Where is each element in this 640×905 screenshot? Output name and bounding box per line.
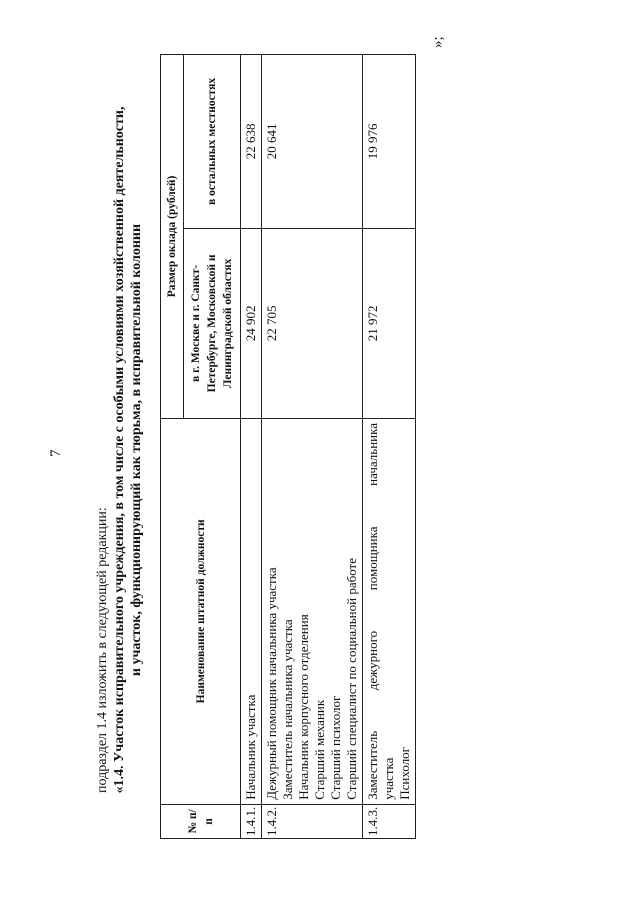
position-name: Старший психолог xyxy=(328,695,343,800)
salary-table xyxy=(160,54,416,839)
table-row xyxy=(262,55,363,839)
position-name: Психолог xyxy=(397,746,412,800)
position-name: Старший механик xyxy=(312,699,327,800)
row-number: 1.4.3. xyxy=(363,804,416,838)
position-cell xyxy=(262,418,363,804)
position-name: Заместитель начальника участка xyxy=(280,619,295,800)
header-number: № п/п xyxy=(161,804,241,838)
intro-text: подраздел 1.4 изложить в следующей редакции: xyxy=(95,507,110,793)
salary-moscow: 21 972 xyxy=(363,228,416,418)
table-row xyxy=(363,55,416,839)
header-salary: Размер оклада (рублей) xyxy=(161,55,184,419)
salary-other: 19 976 xyxy=(363,55,416,229)
section-heading-line-1: «1.4. Участок исправительного учреждения, в том числе с особыми условиями хозяйственной деятельности, xyxy=(112,106,127,794)
section-heading-line-2: и участок, функционирующий как тюрьма, в исправительной колонии xyxy=(129,223,144,677)
position-name: Дежурный помощник начальника участка xyxy=(264,567,279,800)
position-cell xyxy=(241,418,262,804)
salary-other: 20 641 xyxy=(262,55,363,229)
page-number: 7 xyxy=(48,449,64,457)
table-row xyxy=(241,55,262,839)
header-moscow: в г. Москве и г. Санкт-Петербурге, Московской и Ленинградской областях xyxy=(184,228,241,418)
table-header-row xyxy=(161,55,184,839)
position-cell xyxy=(363,418,416,804)
salary-other: 22 638 xyxy=(241,55,262,229)
header-other-regions: в остальных местностях xyxy=(184,55,241,229)
closing-quote: »; xyxy=(430,36,446,48)
header-position-name: Наименование штатной должности xyxy=(161,418,241,804)
position-name: Старший специалист по социальной работе xyxy=(344,558,359,800)
salary-moscow: 24 902 xyxy=(241,228,262,418)
position-name: Заместитель дежурного помощника начальника xyxy=(365,422,380,800)
row-number: 1.4.1. xyxy=(241,804,262,838)
position-name: Начальник участка xyxy=(243,694,258,800)
salary-moscow: 22 705 xyxy=(262,228,363,418)
position-name: участка xyxy=(381,757,396,800)
row-number: 1.4.2. xyxy=(262,804,363,838)
position-name: Начальник корпусного отделения xyxy=(296,614,311,800)
